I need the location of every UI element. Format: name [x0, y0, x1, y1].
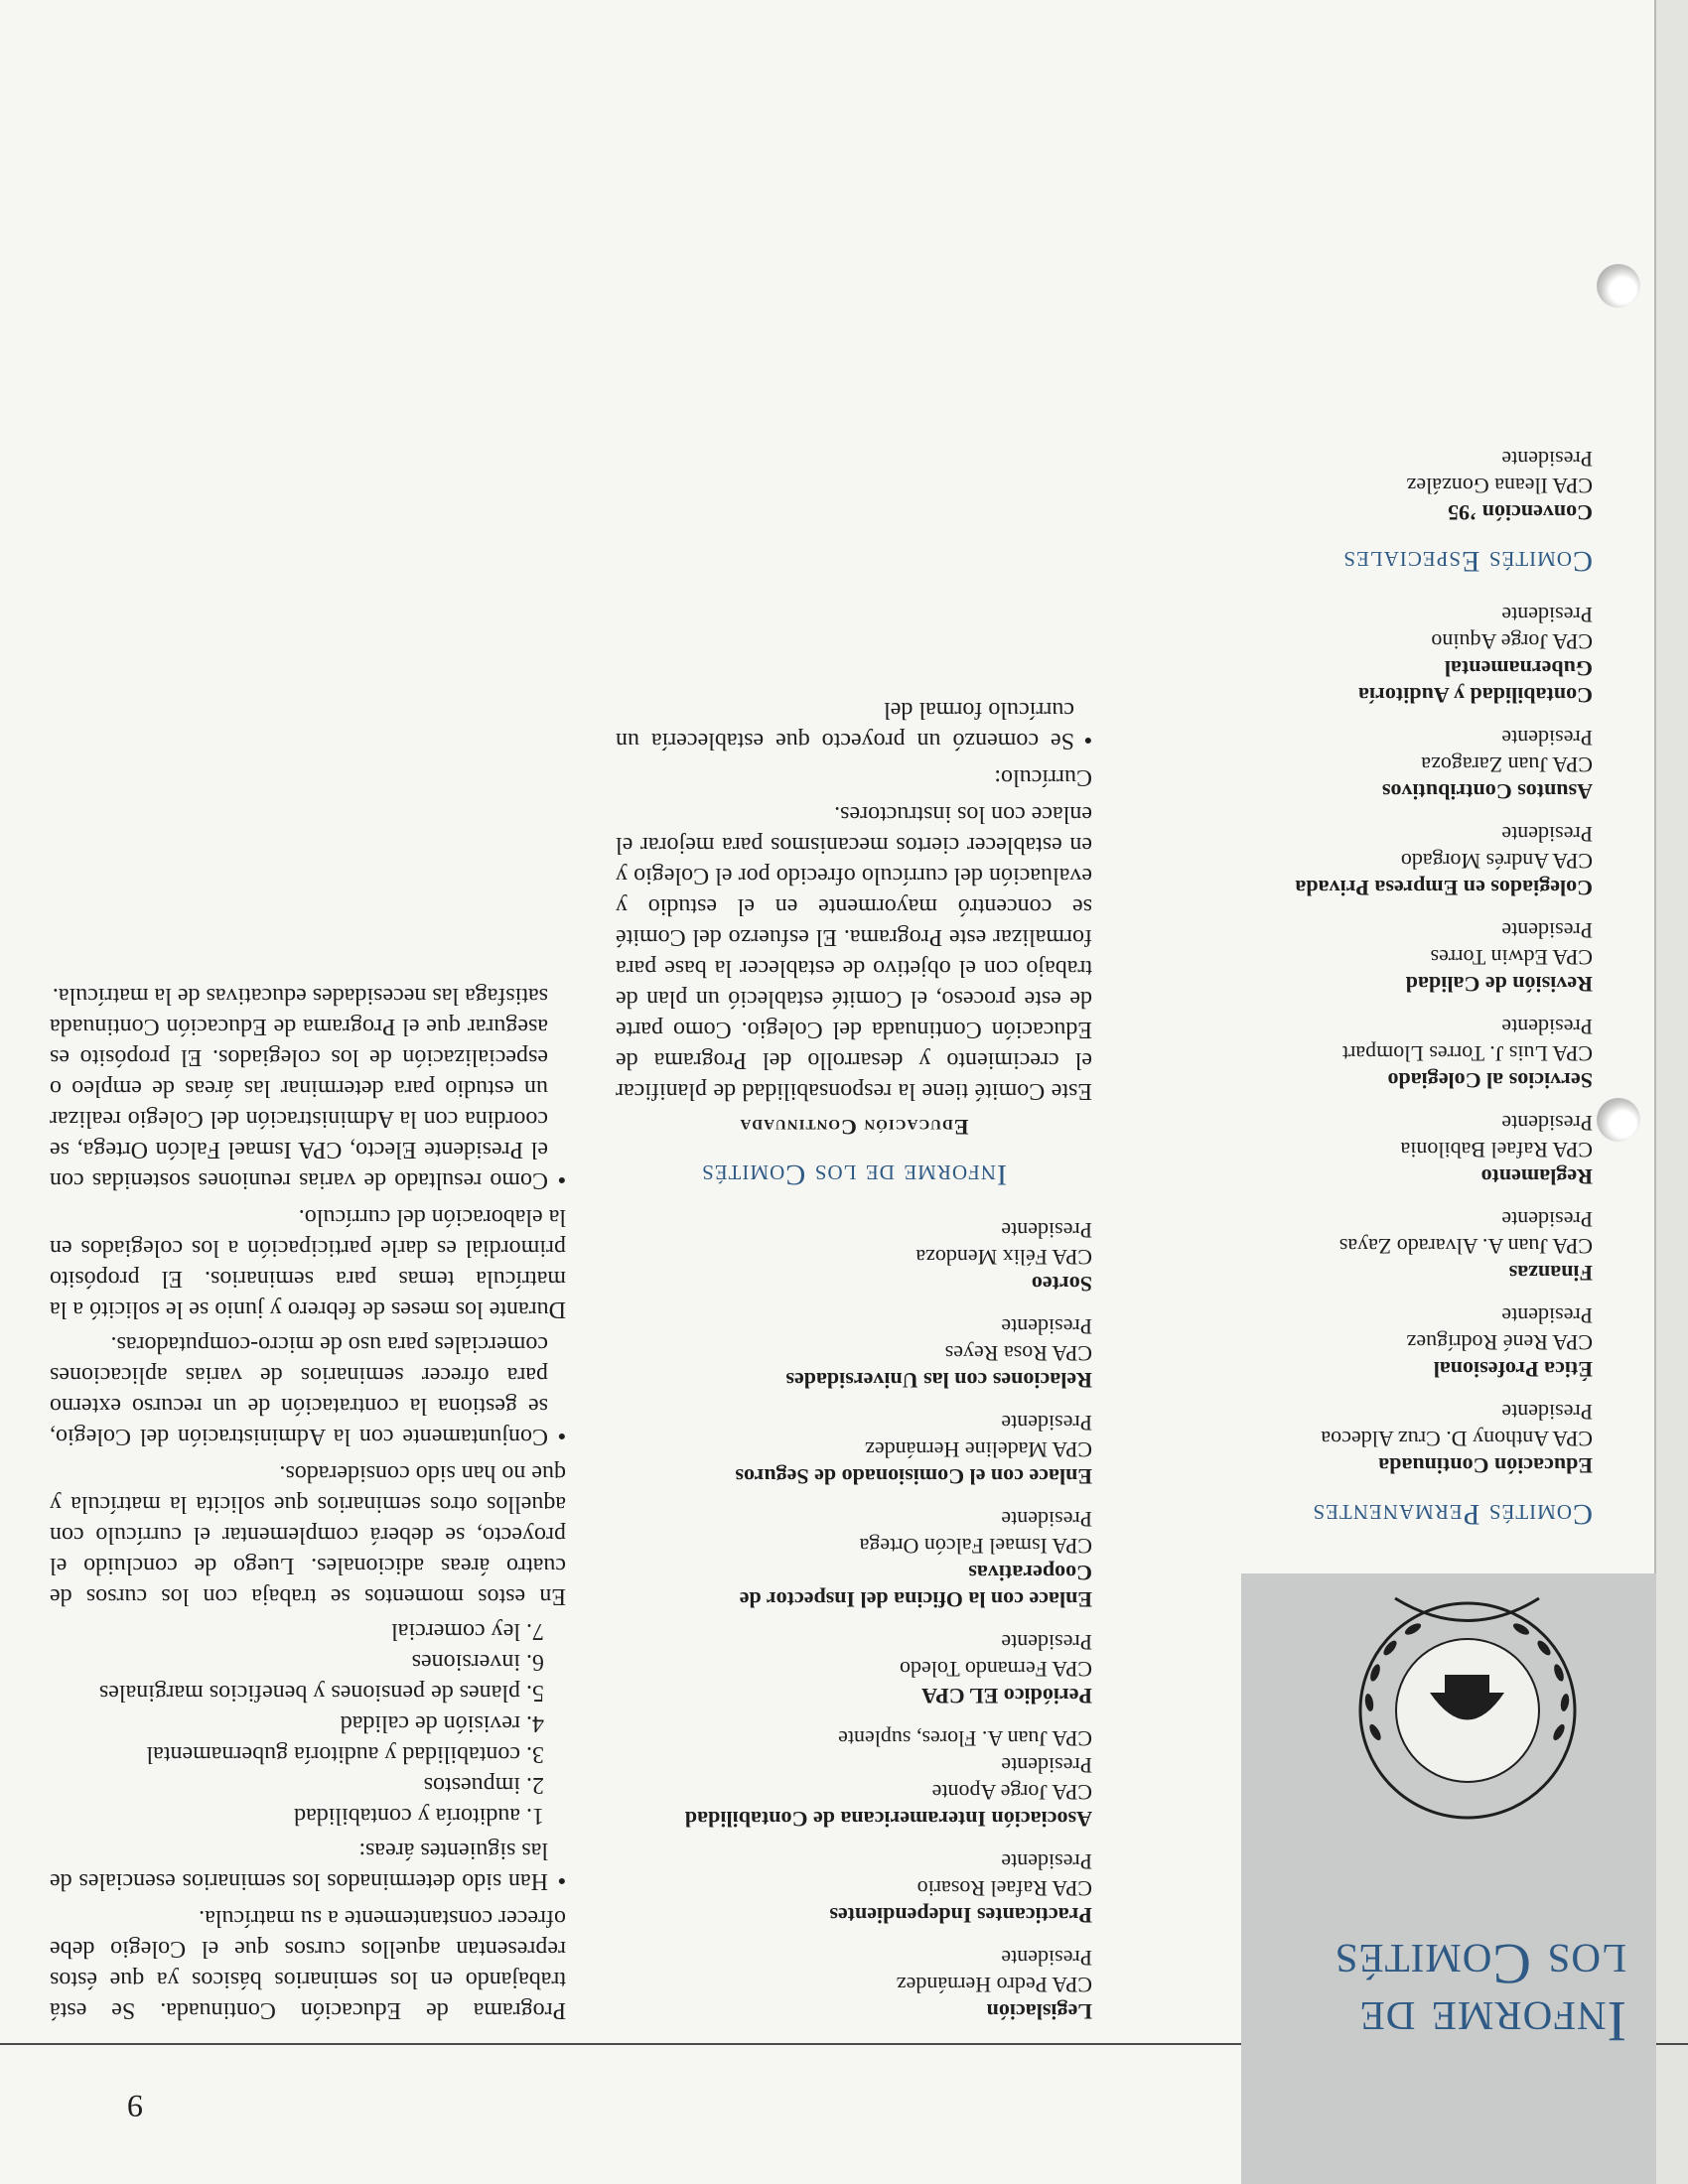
- committee-role: Presidente: [1001, 1411, 1092, 1435]
- area-item: 5. planes de pensiones y beneficios marginales: [98, 1680, 544, 1706]
- column-committees-continued: [616, 690, 1092, 2025]
- committee-person: CPA Rafael Babilonia: [1400, 1138, 1593, 1162]
- committee-role: Presidente: [1501, 918, 1593, 943]
- committee-name: Educación Continuada: [1378, 1453, 1593, 1478]
- bullet-item: ● Han sido determinados los seminarios esenciales de las siguientes áreas:: [50, 1835, 566, 1896]
- committee-entry: [1255, 1014, 1593, 1094]
- committee-role: Presidente: [1001, 1849, 1092, 1874]
- bullet-list: [50, 980, 566, 1195]
- committee-alternate: CPA Juan A. Flores, suplente: [838, 1726, 1092, 1751]
- committee-person: CPA Rosa Reyes: [944, 1341, 1092, 1366]
- committee-entry: [1255, 917, 1593, 998]
- committee-role: Presidente: [1501, 1303, 1593, 1328]
- committee-name: Periódico EL CPA: [921, 1684, 1092, 1708]
- committee-name: Relaciones con las Universidades: [785, 1368, 1092, 1393]
- committee-entry: [1255, 821, 1593, 901]
- punch-hole-middle: [1597, 1098, 1640, 1142]
- bullet-item: ● Se comenzó un proyecto que establecería un currículo formal del: [616, 694, 1092, 755]
- report-paragraph: Programa de Educación Continuada. Se está trabajando en los seminarios básicos ya que éstos representan aquellos cursos que el Colegio debe ofrecer constantemente a su matrícula.: [50, 1905, 566, 2023]
- bullet-list: [50, 1328, 566, 1451]
- committee-name: Colegiados en Empresa Privada: [1295, 876, 1593, 900]
- committee-person: CPA Ismael Falcón Ortega: [859, 1534, 1092, 1559]
- committee-entry: [1255, 1110, 1593, 1190]
- committee-person: CPA Madeline Hernández: [865, 1437, 1092, 1462]
- committee-role: Presidente: [1001, 1630, 1092, 1655]
- committee-entry: [1255, 602, 1593, 709]
- committee-person: CPA Félix Mendoza: [915, 1245, 1092, 1270]
- committee-name: Convención ’95: [1447, 500, 1593, 525]
- committee-person: CPA Jorge Aquino: [1431, 629, 1593, 654]
- committee-person: CPA Jorge Aponte: [931, 1780, 1092, 1805]
- committee-role: Presidente: [1501, 1111, 1593, 1136]
- bullet-item: ● Conjuntamente con la Administración del Colegio, se gestiona la contratación de un recurso externo para ofrecer seminarios de varias aplicaciones comerciales para uso de micro-computadoras.: [50, 1328, 566, 1451]
- committee-person: CPA Juan Zaragoza: [1421, 752, 1593, 777]
- committee-name: Servicios al Colegiado: [1387, 1068, 1593, 1093]
- committee-person: CPA Andrés Morgado: [1400, 849, 1593, 874]
- committee-person: CPA Pedro Hernández: [896, 1973, 1092, 1997]
- committee-role: Presidente: [1001, 1946, 1092, 1971]
- committee-role: Presidente: [1001, 1314, 1092, 1339]
- committee-person: CPA Edwin Torres: [1430, 945, 1593, 970]
- area-item: 2. impuestos: [423, 1772, 544, 1798]
- punch-hole-bottom: [1597, 264, 1640, 308]
- committee-person: CPA Ileana González: [1406, 474, 1593, 498]
- area-item: 3. contabilidad y auditoría gubernamental: [146, 1741, 544, 1767]
- page-title: Informe de los Comités: [1334, 1932, 1626, 2054]
- committee-entry: [1255, 1399, 1593, 1479]
- committee-name: Ética Profesional: [1433, 1357, 1593, 1382]
- report-paragraph: En estos momentos se trabaja con los cursos de cuatro áreas adicionales. Luego de concluido el proyecto, se deberá complementar el currículo con aquellos otros seminarios que solicita la matrícula y que no han sido considerados.: [50, 1460, 566, 1609]
- committee-entry: [1255, 725, 1593, 805]
- area-item: 4. revisión de calidad: [340, 1710, 544, 1736]
- committee-role: Presidente: [1501, 1400, 1593, 1425]
- bullet-list: [50, 1835, 566, 1896]
- committee-role: Presidente: [1501, 447, 1593, 472]
- committee-entry: [616, 1410, 1092, 1490]
- areas-list: [50, 1615, 544, 1831]
- committee-entry: [616, 1945, 1092, 2025]
- college-seal-logo: [1336, 1578, 1599, 1842]
- committee-role: Presidente: [1501, 603, 1593, 627]
- report-paragraph: Este Comité tiene la responsabilidad de planificar el crecimiento y desarrollo del Programa de Educación Continuada del Colegio. Como parte de este proceso, el Comité estableció un plan de trabajo con el objetivo de establecer la base para formalizar este Programa. El esfuerzo del Comité se concentró mayormente en el estudio y evaluación del currículo ofrecido por el Colegio y en establecer ciertos mecanismos para mejorar el enlace con los instructores.: [616, 801, 1092, 1104]
- permanent-heading: Comités Permanentes: [1312, 1498, 1593, 1531]
- committee-entry: [616, 1848, 1092, 1929]
- committee-person: CPA René Rodríguez: [1406, 1330, 1593, 1355]
- committee-name: Asuntos Contributivos: [1381, 779, 1593, 804]
- committee-name: Asociación Interamericana de Contabilidad: [684, 1807, 1092, 1832]
- page-number: 9: [127, 2089, 143, 2124]
- area-item: 1. auditoría y contabilidad: [294, 1803, 544, 1829]
- committee-name: Legislación: [986, 1999, 1092, 2024]
- committee-name: Sorteo: [1031, 1272, 1092, 1297]
- committee-role: Presidente: [1001, 1218, 1092, 1243]
- committee-entry: [616, 1629, 1092, 1709]
- committee-entry: [1255, 446, 1593, 526]
- committee-name: Finanzas: [1508, 1261, 1593, 1286]
- bullet-item: ● Como resultado de varias reuniones sostenidas con el Presidente Electo, CPA Ismael Falcón Ortega, se coordina con la Administración del Colegio realizar un estudio para determinar las áreas de empleo o especialización de los colegiados. El propósito es asegurar que el Programa de Educación Continuada satisfaga las necesidades educativas de la matrícula.: [50, 980, 566, 1195]
- column-committees-permanent: [1255, 430, 1593, 1539]
- committee-entry: [1255, 1302, 1593, 1383]
- special-heading: Comités Especiales: [1342, 545, 1593, 578]
- report-heading: Informe de los Comités: [701, 1159, 1007, 1191]
- committee-person: CPA Juan A. Alvarado Zayas: [1338, 1234, 1593, 1259]
- committee-role: Presidente: [1501, 1207, 1593, 1232]
- committee-name: Enlace con la Oficina del Inspector de Cooperativas: [739, 1561, 1092, 1612]
- committee-name: Contabilidad y Auditoría Gubernamental: [1358, 656, 1593, 708]
- committee-person: CPA Anthony D. Cruz Aldecoa: [1321, 1427, 1593, 1451]
- committee-entry: [616, 1313, 1092, 1394]
- committee-role: Presidente: [1001, 1753, 1092, 1778]
- committee-person: CPA Fernando Toledo: [899, 1657, 1092, 1682]
- report-subheading: Educación Continuada: [739, 1115, 969, 1140]
- committee-name: Reglamento: [1480, 1164, 1593, 1189]
- committee-person: CPA Luis J. Torres Llompart: [1341, 1041, 1593, 1066]
- committee-entry: [616, 1506, 1092, 1613]
- committee-role: Presidente: [1501, 726, 1593, 751]
- curriculum-label: Currículo:: [994, 764, 1092, 790]
- column-report-text: [50, 976, 566, 2025]
- committee-entry: [616, 1725, 1092, 1833]
- committee-person: CPA Rafael Rosario: [916, 1876, 1092, 1901]
- committee-role: Presidente: [1001, 1507, 1092, 1532]
- committee-role: Presidente: [1501, 822, 1593, 847]
- committee-entry: [1255, 1206, 1593, 1287]
- committee-name: Enlace con el Comisionado de Seguros: [735, 1464, 1092, 1489]
- bullet-list: [616, 694, 1092, 755]
- area-item: 7. ley comercial: [391, 1618, 544, 1644]
- committee-name: Practicantes Independientes: [829, 1903, 1092, 1928]
- area-item: 6. inversiones: [411, 1649, 544, 1675]
- committee-entry: [616, 1217, 1092, 1297]
- committee-name: Revisión de Calidad: [1405, 972, 1593, 997]
- binding-edge: [1654, 0, 1688, 2184]
- committee-role: Presidente: [1501, 1015, 1593, 1039]
- report-paragraph: Durante los meses de febrero y junio se le solicitó a la matrícula temas para seminarios. El propósito primordial es darle participación a los colegiados en la elaboración del currículo.: [50, 1204, 566, 1322]
